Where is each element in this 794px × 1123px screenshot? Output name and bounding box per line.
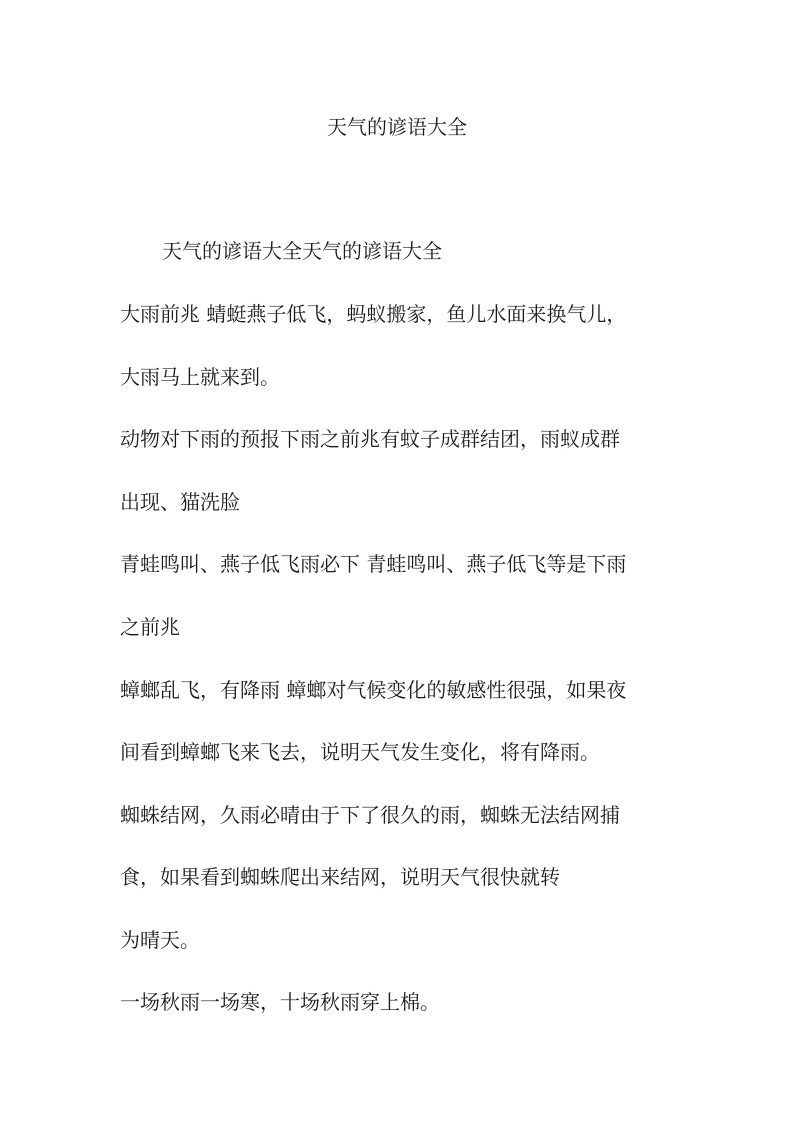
paragraph-line-7: 之前兆: [120, 615, 180, 639]
paragraph-line-3: 大雨马上就来到。: [120, 365, 280, 389]
paragraph-line-8: 蟑螂乱飞，有降雨 蟑螂对气候变化的敏感性很强，如果夜: [120, 678, 627, 702]
paragraph-line-5: 出现、猫洗脸: [120, 490, 240, 514]
paragraph-line-13: 一场秋雨一场寒，十场秋雨穿上棉。: [120, 990, 440, 1014]
paragraph-line-6: 青蛙鸣叫、燕子低飞雨必下 青蛙鸣叫、燕子低飞等是下雨: [120, 552, 627, 576]
document-title: 天气的谚语大全: [327, 115, 467, 139]
paragraph-line-10: 蜘蛛结网，久雨必晴由于下了很久的雨，蜘蛛无法结网捕: [120, 803, 620, 827]
paragraph-line-2: 大雨前兆 蜻蜓燕子低飞，蚂蚁搬家，鱼儿水面来换气儿，: [120, 302, 627, 326]
paragraph-line-9: 间看到蟑螂飞来飞去，说明天气发生变化，将有降雨。: [120, 740, 600, 764]
paragraph-line-11: 食，如果看到蜘蛛爬出来结网，说明天气很快就转: [120, 865, 560, 889]
paragraph-line-1: 天气的谚语大全天气的谚语大全: [162, 239, 442, 263]
paragraph-line-12: 为晴天。: [120, 928, 200, 952]
paragraph-line-4: 动物对下雨的预报下雨之前兆有蚊子成群结团，雨蚁成群: [120, 427, 620, 451]
